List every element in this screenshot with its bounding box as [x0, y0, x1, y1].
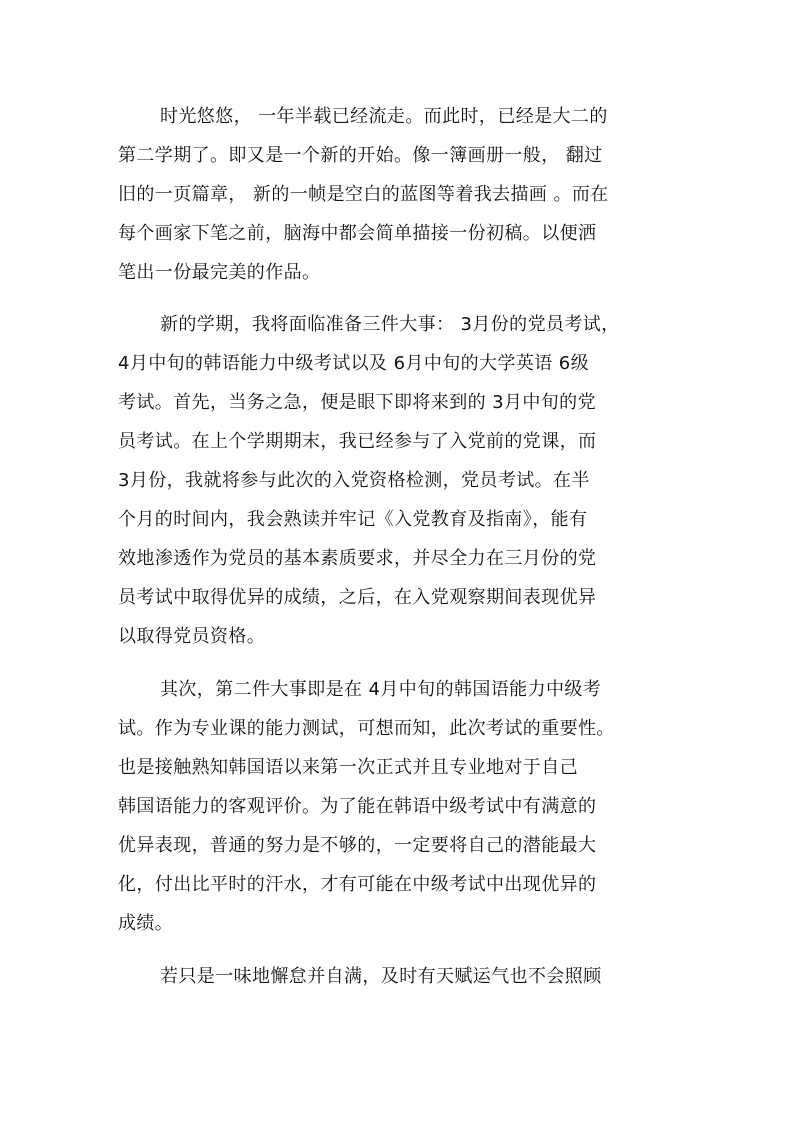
text-line: 化，付出比平时的汗水，才有可能在中级考试中出现优异的 — [118, 874, 597, 895]
text-line: 新的学期，我将面临准备三件大事： 3月份的党员考试， — [160, 314, 620, 335]
text-line: 员考试中取得优异的成绩，之后，在入党观察期间表现优异 — [118, 587, 597, 608]
text-line: 成绩。 — [118, 913, 174, 934]
text-line: 员考试。在上个学期期末，我已经参与了入党前的党课，而 — [118, 431, 597, 452]
text-line: 以取得党员资格。 — [118, 626, 266, 647]
text-line: 也是接触熟知韩国语以来第一次正式并且专业地对于自己 — [118, 757, 578, 778]
text-line: 个月的时间内，我会熟读并牢记《入党教育及指南》，能有 — [118, 509, 588, 530]
text-line: 其次，第二件大事即是在 4月中旬的韩国语能力中级考 — [160, 679, 602, 700]
text-line: 笔出一份最完美的作品。 — [118, 262, 321, 283]
text-line: 优异表现，普通的努力是不够的，一定要将自己的潜能最大 — [118, 835, 597, 856]
text-line: 4月中旬的韩语能力中级考试以及 6月中旬的大学英语 6级 — [118, 353, 589, 374]
text-line: 旧的一页篇章， 新的一帧是空白的蓝图等着我去描画 。而在 — [118, 184, 609, 205]
text-line: 若只是一味地懈怠并自满，及时有天赋运气也不会照顾 — [160, 966, 602, 987]
text-line: 效地渗透作为党员的基本素质要求，并尽全力在三月份的党 — [118, 548, 597, 569]
text-line: 每个画家下笔之前，脑海中都会简单描接一份初稿。以便洒 — [118, 223, 597, 244]
text-line: 韩国语能力的客观评价。为了能在韩语中级考试中有满意的 — [118, 796, 597, 817]
text-line: 第二学期了。即又是一个新的开始。像一簿画册一般， 翻过 — [118, 145, 603, 166]
text-line: 试。作为专业课的能力测试，可想而知，此次考试的重要性。 — [118, 718, 615, 739]
text-line: 3月份，我就将参与此次的入党资格检测，党员考试。在半 — [118, 470, 590, 491]
text-line: 考试。首先，当务之急，便是眼下即将来到的 3月中旬的党 — [118, 392, 596, 413]
text-line: 时光悠悠， 一年半载已经流走。而此时，已经是大二的 — [160, 106, 608, 127]
